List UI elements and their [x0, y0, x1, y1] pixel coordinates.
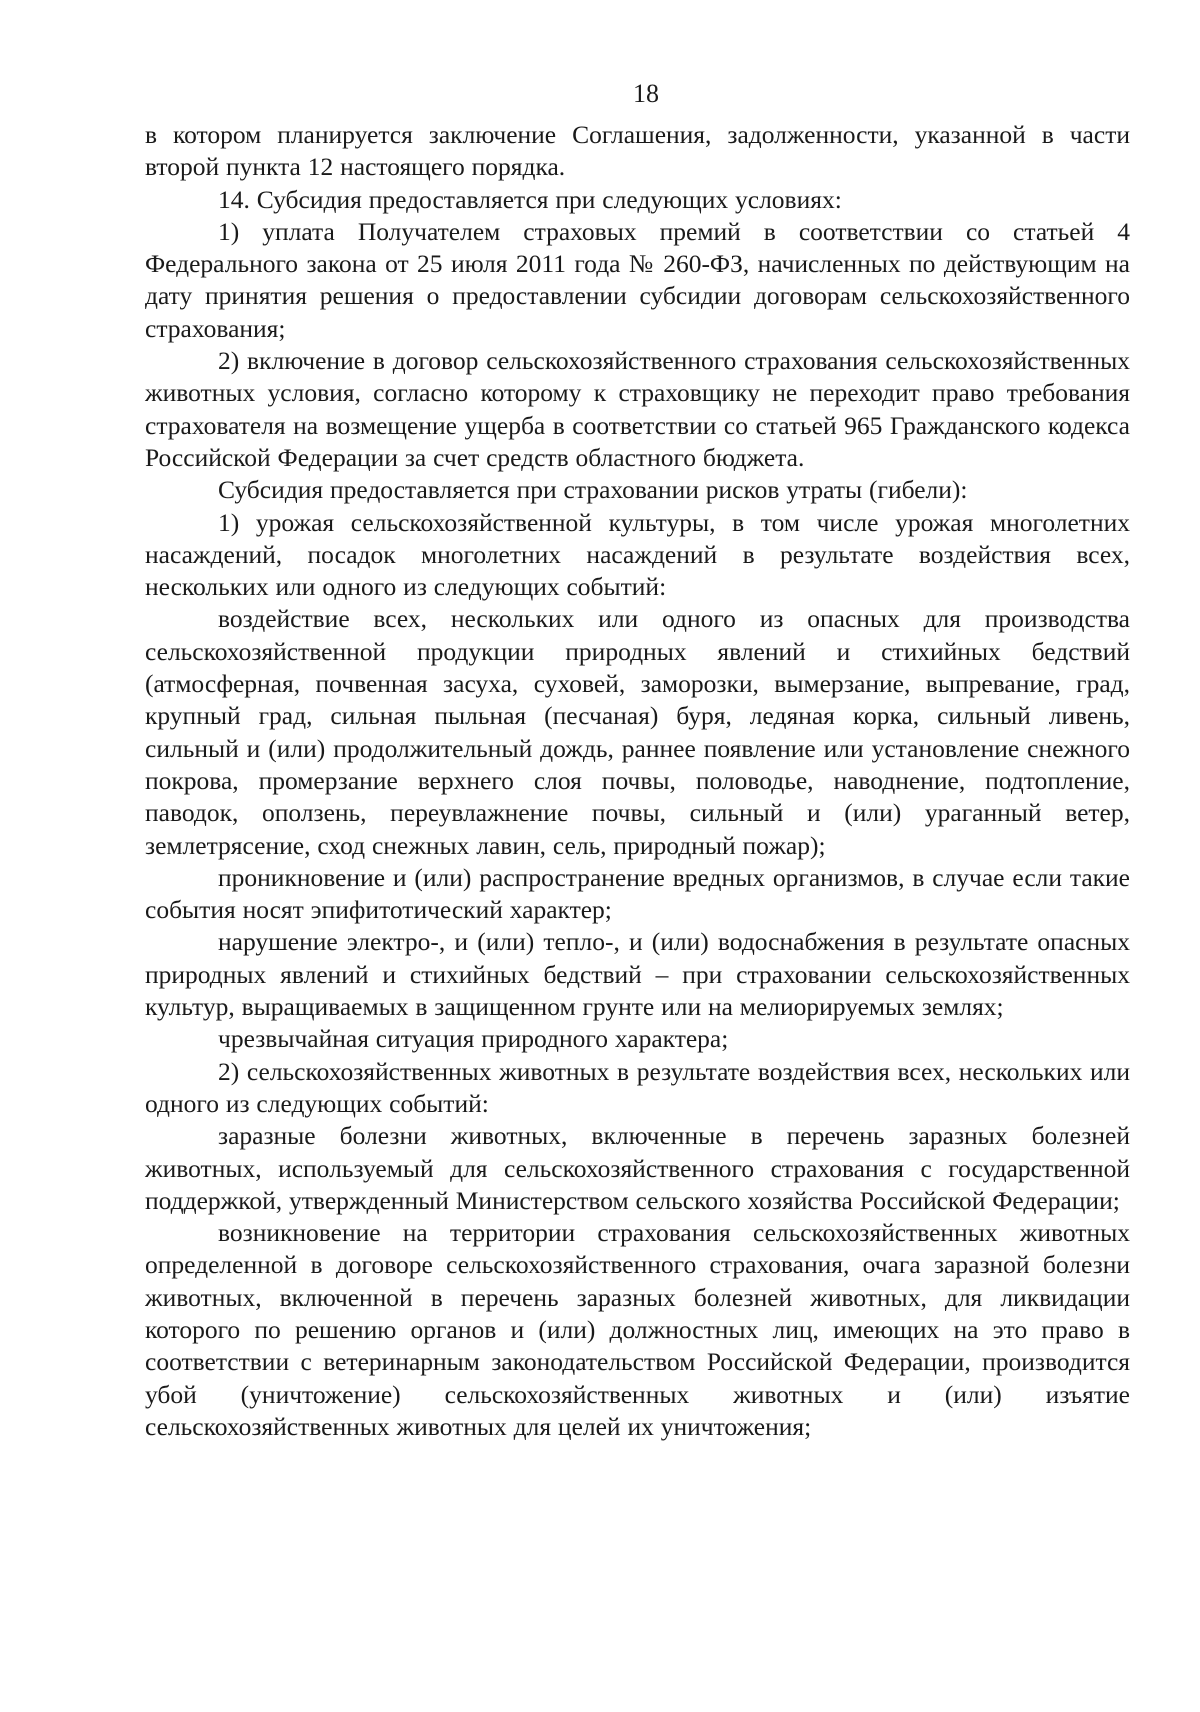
document-body [145, 119, 1130, 1443]
paragraph-harmful-organisms: проникновение и (или) распространение вредных организмов, в случае если такие события носят эпифитотический характер; [145, 862, 1130, 925]
paragraph-risk-crops: 1) урожая сельскохозяйственной культуры, в том числе урожая многолетних насаждений, посадок многолетних насаждений в результате воздействия всех, нескольких или одного из следующих событий: [145, 507, 1130, 602]
paragraph-item-14: 14. Субсидия предоставляется при следующих условиях: [218, 184, 842, 214]
paragraph-disease-outbreak: возникновение на территории страхования сельскохозяйственных животных определенной в договоре сельскохозяйственного страхования, очага заразной болезни животных, включенной в перечень заразных болезней животных, для ликвидации которого по решению органов и (или) должностных лиц, имеющих на это право в соответствии с ветеринарным законодательством Российской Федерации, производится убой (уничтожение) сельскохозяйственных животных и (или) изъятие сельскохозяйственных животных для целей их уничтожения; [145, 1218, 1130, 1441]
paragraph-condition-2: 2) включение в договор сельскохозяйственного страхования сельскохозяйственных животных условия, согласно которому к страховщику не переходит право требования страхователя на возмещение ущерба в соответствии со статьей 965 Гражданского кодекса Российской Федерации за счет средств областного бюджета. [145, 346, 1130, 472]
paragraph-emergency: чрезвычайная ситуация природного характера; [218, 1024, 729, 1054]
paragraph-risks-intro: Субсидия предоставляется при страховании рисков утраты (гибели): [218, 475, 968, 505]
page-number: 18 [633, 79, 659, 108]
paragraph-condition-1: 1) уплата Получателем страховых премий в соответствии со статьей 4 Федерального закона от 25 июля 2011 года № 260-ФЗ, начисленных по действующим на дату принятия решения о предоставлении субсидии договорам сельскохозяйственного страхования; [145, 216, 1130, 343]
paragraph-risk-animals: 2) сельскохозяйственных животных в результате воздействия всех, нескольких или одного из следующих событий: [145, 1056, 1130, 1118]
paragraph-contagious-diseases: заразные болезни животных, включенные в перечень заразных болезней животных, используемый для сельскохозяйственного страхования с государственной поддержкой, утвержденный Министерством сельского хозяйства Российской Федерации; [145, 1121, 1130, 1215]
paragraph-natural-phenomena: воздействие всех, нескольких или одного из опасных для производства сельскохозяйственной продукции природных явлений и стихийных бедствий (атмосферная, почвенная засуха, суховей, заморозки, вымерзание, выпревание, град, крупный град, сильная пыльная (песчаная) буря, ледяная корка, сильный ливень, сильный и (или) продолжительный дождь, раннее появление или установление снежного покрова, промерзание верхнего слоя почвы, половодье, наводнение, подтопление, паводок, оползень, переувлажнение почвы, сильный и (или) ураганный ветер, землетрясение, сход снежных лавин, сель, природный пожар); [145, 604, 1130, 860]
paragraph-supply-disruption: нарушение электро-, и (или) тепло-, и (или) водоснабжения в результате опасных природных явлений и стихийных бедствий – при страховании сельскохозяйственных культур, выращиваемых в защищенном грунте или на мелиорируемых землях; [145, 927, 1130, 1022]
paragraph-continuation: в котором планируется заключение Соглашения, задолженности, указанной в части второй пункта 12 настоящего порядка. [145, 120, 1130, 182]
